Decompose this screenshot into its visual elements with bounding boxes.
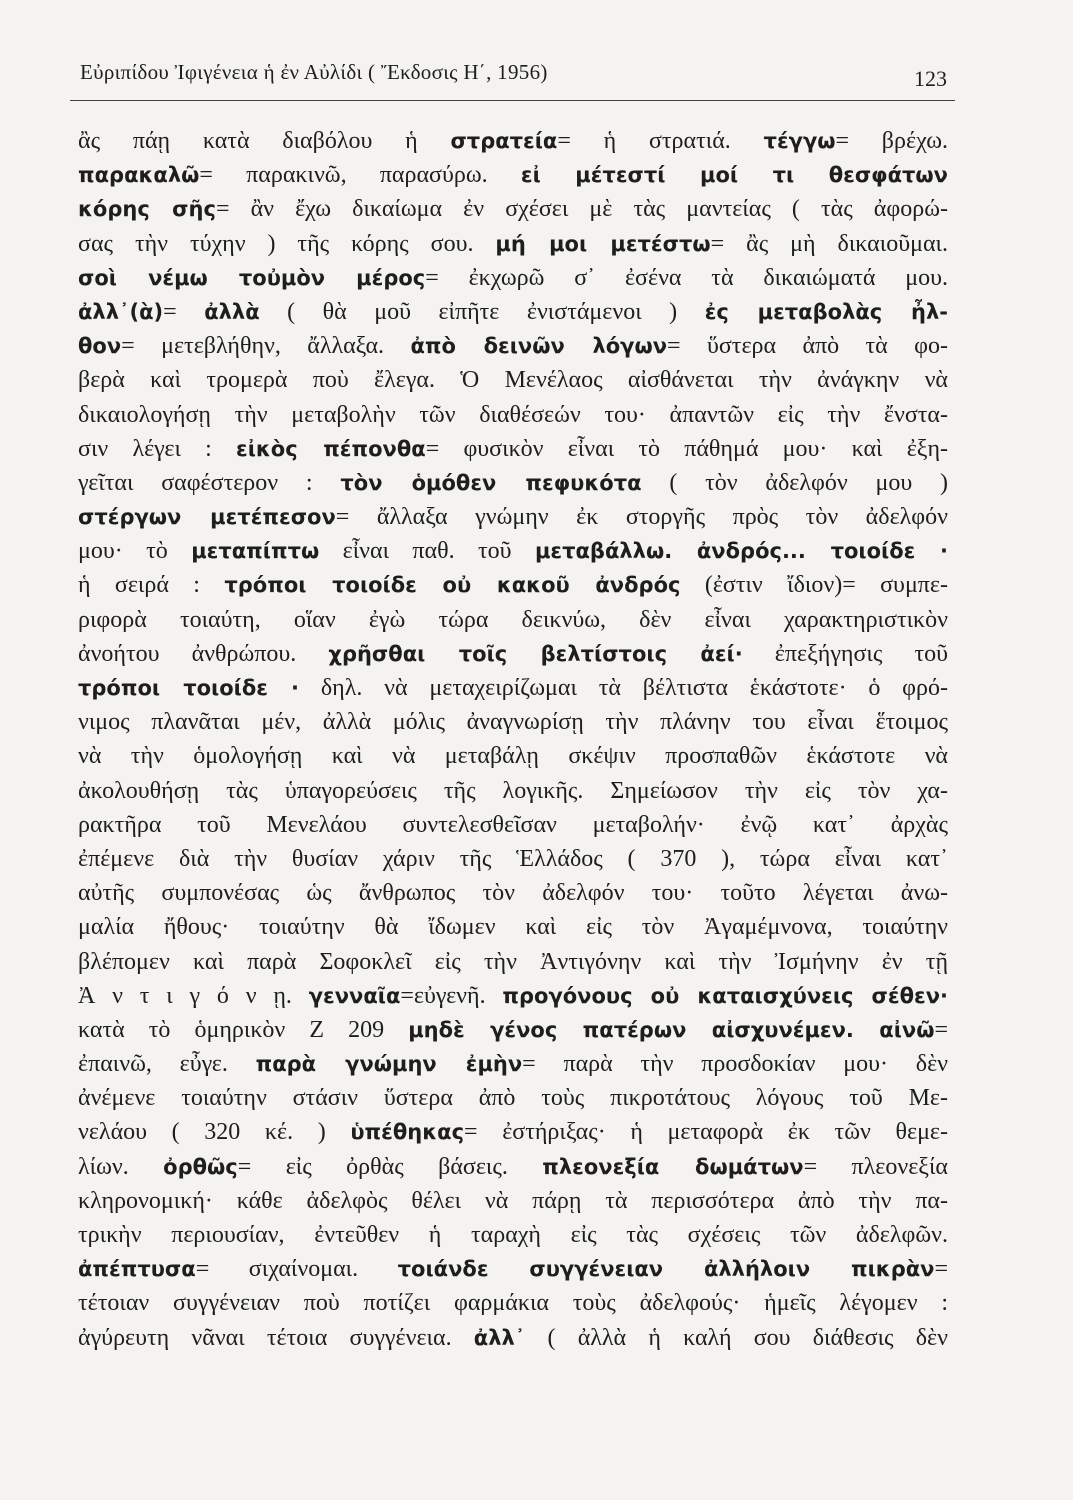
lemma: εἰ μέτεστί μοί τι θεσφάτων <box>520 163 948 188</box>
gloss-text: =εὐγενῆ. <box>400 982 503 1009</box>
text-line <box>78 705 948 739</box>
gloss-text: κατὰ τὸ ὁμηρικὸν Ζ 209 <box>78 1016 409 1043</box>
lemma: τρόποι τοιοίδε οὐ κακοῦ ἀνδρός <box>224 573 681 598</box>
gloss-text: ἡ σειρά : <box>78 572 225 599</box>
lemma: τέγγω <box>763 129 836 153</box>
lemma: θον <box>78 334 122 359</box>
gloss-text: ἀγύρευτη νᾶναι τέτοια συγγένεια. <box>78 1324 474 1351</box>
gloss-text: ( ἀλλὰ ἡ καλή σου διάθεσις δὲν <box>525 1324 948 1351</box>
lemma: παρακαλῶ <box>78 163 200 188</box>
text-line <box>78 671 948 705</box>
lemma: χρῆσθαι τοῖς βελτίστοις ἀεί· <box>328 641 743 666</box>
text-line <box>78 432 948 466</box>
lemma: τὸν ὁμόθεν πεφυκότα <box>340 470 642 495</box>
text-line <box>78 1115 948 1149</box>
page-header <box>70 40 955 101</box>
gloss-text: λίων. <box>78 1153 164 1180</box>
text-line <box>78 227 948 261</box>
lemma: ὑπέθηκας <box>350 1120 465 1145</box>
text-line <box>78 329 948 363</box>
gloss-text: = ἐστήριξας· ἡ μεταφορὰ ἐκ τῶν θεμε- <box>464 1119 948 1146</box>
text-line <box>78 945 948 979</box>
gloss-text: ( θὰ μοῦ εἰπῆτε ἐνιστάμενοι ) <box>259 298 705 325</box>
text-line <box>78 1047 948 1081</box>
text-line <box>78 158 948 192</box>
text-line <box>78 876 948 910</box>
text-line <box>78 979 948 1013</box>
gloss-text: = παρὰ τὴν προσδοκίαν μου· δὲν <box>522 1051 948 1078</box>
lemma: ὀρθῶς <box>163 1154 238 1179</box>
text-line <box>78 1150 948 1184</box>
gloss-text: νελάου ( 320 κέ. ) <box>78 1119 351 1146</box>
gloss-text: βερὰ καὶ τρομερὰ ποὺ ἔλεγα. Ὁ Μενέλαος αἰσθάνεται τὴν ἀνάγκην νὰ <box>78 367 948 394</box>
gloss-text: νιμος πλανᾶται μέν, ἀλλὰ μόλις ἀναγνωρίσῃ τὴν πλάνην του εἶναι ἕτοιμος <box>78 709 948 736</box>
lemma: τρόποι τοιοίδε · <box>78 676 300 700</box>
gloss-text: ἀκολουθήσῃ τὰς ὑπαγορεύσεις τῆς λογικῆς. Σημείωσον τὴν εἰς τὸν χα- <box>78 777 948 804</box>
gloss-text: τρικὴν περιουσίαν, ἐντεῦθεν ἡ ταραχὴ εἰς τὰς σχέσεις τῶν ἀδελφῶν. <box>78 1222 948 1248</box>
lemma: εἰκὸς πέπονθα <box>236 436 426 461</box>
gloss-text: = ἐκχωρῶ σ᾽ ἐσένα τὰ δικαιώματά μου. <box>425 264 948 291</box>
gloss-text: = ὕστερα ἀπὸ τὰ φο- <box>667 333 948 360</box>
gloss-text: = εἰς ὀρθὰς βάσεις. <box>237 1153 543 1180</box>
gloss-text: = βρέχω. <box>835 128 948 154</box>
gloss-text: μαλία ἤθους· τοιαύτην θὰ ἴδωμεν καὶ εἰς τὸν Ἀγαμέμνονα, τοιαύτην <box>78 914 948 941</box>
text-line <box>78 1184 948 1218</box>
lemma: κόρης σῆς <box>78 197 216 222</box>
text-line <box>78 466 948 500</box>
text-line <box>78 808 948 842</box>
text-line <box>78 842 948 876</box>
lemma: προγόνους οὐ καταισχύνεις σέθεν· <box>502 983 948 1008</box>
page-number: 123 <box>914 66 947 91</box>
gloss-text: ρακτῆρα τοῦ Μενελάου συντελεσθεῖσαν μεταβολήν· ἐνῷ κατ᾽ ἀρχὰς <box>78 811 948 838</box>
text-line <box>78 1321 948 1355</box>
gloss-text: = φυσικὸν εἶναι τὸ πάθημά μου· καὶ ἐξη- <box>425 435 948 462</box>
text-line <box>78 1286 948 1320</box>
lemma: μεταβάλλω. ἀνδρός... τοιοίδε · <box>534 539 948 564</box>
gloss-text: σιν λέγει : <box>78 435 236 462</box>
text-line <box>78 910 948 944</box>
gloss-text: σας τὴν τύχην ) τῆς κόρης σου. <box>78 230 496 257</box>
text-line <box>78 603 948 637</box>
lemma: στέργων μετέπεσον <box>78 505 336 530</box>
gloss-text: Ἀ ν τ ι γ ό ν ῃ. <box>78 982 309 1009</box>
gloss-text: ριφορὰ τοιαύτη, οἵαν ἐγὼ τώρα δεικνύω, δὲν εἶναι χαρακτηριστικὸν <box>78 606 948 633</box>
lemma: γενναῖα <box>308 983 401 1008</box>
gloss-text: δικαιολογήσῃ τὴν μεταβολὴν τῶν διαθέσεών του· ἀπαντῶν εἰς τὴν ἔνστα- <box>78 401 948 428</box>
gloss-text: ( τὸν ἀδελφόν μου ) <box>641 469 948 496</box>
gloss-text: = ἂν ἔχω δικαίωμα ἐν σχέσει μὲ τὰς μαντείας ( τὰς ἀφορώ- <box>215 196 948 223</box>
gloss-text: βλέπομεν καὶ παρὰ Σοφοκλεῖ εἰς τὴν Ἀντιγόνην καὶ τὴν Ἰσμήνην ἐν τῇ <box>78 948 948 975</box>
lemma: μηδὲ γένος πατέρων αἰσχυνέμεν. αἰνῶ <box>408 1017 935 1042</box>
lemma: ἀπὸ δεινῶν λόγων <box>410 334 668 359</box>
lemma: μή μοι μετέστω <box>495 231 711 256</box>
gloss-text: (ἐστιν ἴδιον)= συμπε- <box>680 572 948 599</box>
gloss-text: νὰ τὴν ὁμολογήσῃ καὶ νὰ μεταβάλῃ σκέψιν προσπαθῶν ἑκάστοτε νὰ <box>78 743 948 770</box>
text-line <box>78 500 948 534</box>
gloss-text: τέτοιαν συγγένειαν ποὺ ποτίζει φαρμάκια τοὺς ἀδελφούς· ἡμεῖς λέγομεν : <box>78 1290 948 1317</box>
lemma: σοὶ νέμω τοὐμὸν μέρος <box>78 265 426 290</box>
gloss-text: ἀνέμενε τοιαύτην στάσιν ὕστερα ἀπὸ τοὺς πικροτάτους λόγους τοῦ Με- <box>78 1085 948 1112</box>
gloss-text: αὐτῆς συμπονέσας ὡς ἄνθρωπος τὸν ἀδελφόν του· τοῦτο λέγεται ἀνω- <box>78 880 948 907</box>
text-line <box>78 534 948 568</box>
gloss-text: = παρακινῶ, παρασύρω. <box>199 162 521 189</box>
text-line <box>78 1013 948 1047</box>
gloss-text: = <box>934 1016 948 1043</box>
text-line <box>78 1218 948 1252</box>
text-line <box>78 192 948 226</box>
lemma: ἀλλ᾽(ὰ) <box>78 299 164 324</box>
text-line <box>78 568 948 602</box>
lemma: τοιάνδε συγγένειαν ἀλλήλοιν πικρὰν <box>397 1257 935 1282</box>
commentary-text <box>78 124 948 1355</box>
lemma: πλεονεξία δωμάτων <box>542 1154 804 1179</box>
text-line <box>78 295 948 329</box>
gloss-text: ἐπαινῶ, εὖγε. <box>78 1051 256 1078</box>
gloss-text: ἂς πάῃ κατὰ διαβόλου ἡ <box>78 128 451 154</box>
gloss-text: = μετεβλήθην, ἄλλαξα. <box>121 333 411 360</box>
gloss-text: = <box>934 1256 948 1283</box>
lemma: ἀλλὰ <box>204 299 260 324</box>
lemma: ἀλλ᾽ <box>473 1325 526 1350</box>
lemma: παρὰ γνώμην ἐμὴν <box>255 1052 523 1077</box>
gloss-text: = πλεονεξία <box>803 1153 948 1180</box>
gloss-text: ἐπεξήγησις τοῦ <box>742 640 948 667</box>
text-line <box>78 1252 948 1286</box>
gloss-text: = <box>163 298 205 325</box>
gloss-text: = σιχαίνομαι. <box>195 1256 398 1283</box>
gloss-text: = ἡ στρατιά. <box>557 128 764 154</box>
text-line <box>78 363 948 397</box>
gloss-text: ἐπέμενε διὰ τὴν θυσίαν χάριν τῆς Ἑλλάδος ( 370 ), τώρα εἶναι κατ᾽ <box>78 845 948 872</box>
gloss-text: γεῖται σαφέστερον : <box>78 469 341 496</box>
text-line <box>78 124 948 158</box>
text-line <box>78 1081 948 1115</box>
gloss-text: μου· τὸ <box>78 538 192 565</box>
gloss-text: κληρονομική· κάθε ἀδελφὸς θέλει νὰ πάρῃ τὰ περισσότερα ἀπὸ τὴν πα- <box>78 1187 948 1214</box>
text-line <box>78 637 948 671</box>
running-title: Εὐριπίδου Ἰφιγένεια ἡ ἐν Αὐλίδι ( Ἔκδοσις Η΄, 1956) <box>80 60 548 84</box>
lemma: ἀπέπτυσα <box>78 1257 196 1282</box>
lemma: στρατεία <box>450 129 558 153</box>
gloss-text: = ἂς μὴ δικαιοῦμαι. <box>710 230 948 257</box>
text-line <box>78 739 948 773</box>
text-line <box>78 398 948 432</box>
gloss-text: = ἄλλαξα γνώμην ἐκ στοργῆς πρὸς τὸν ἀδελφόν <box>335 504 948 531</box>
gloss-text: δηλ. νὰ μεταχειρίζωμαι τὰ βέλτιστα ἑκάστοτε· ὁ φρό- <box>299 675 948 701</box>
text-line <box>78 261 948 295</box>
lemma: ἐς μεταβολὰς ἦλ- <box>704 299 948 324</box>
gloss-text: εἶναι παθ. τοῦ <box>319 538 535 565</box>
gloss-text: ἀνοήτου ἀνθρώπου. <box>78 640 329 667</box>
lemma: μεταπίπτω <box>191 539 320 564</box>
text-line <box>78 774 948 808</box>
